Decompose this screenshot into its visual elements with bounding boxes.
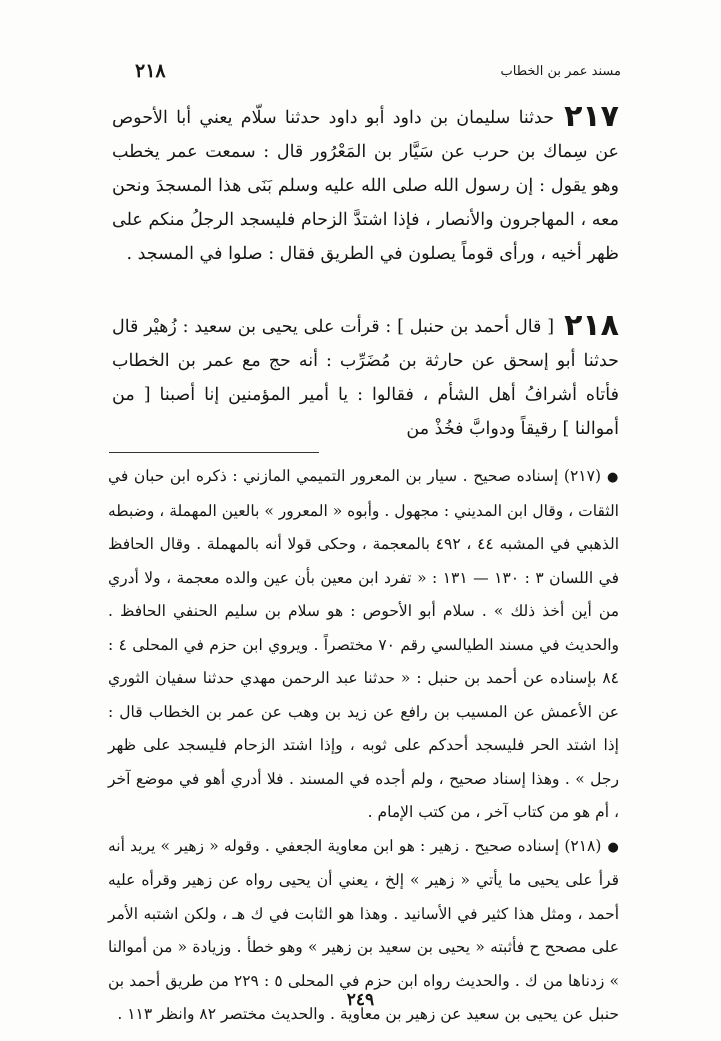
bullet-icon: ●: [607, 470, 620, 485]
page-footer: [0, 990, 721, 1010]
hadith-number: ٢١٧: [564, 99, 619, 134]
hadith-number: ٢١٨: [564, 308, 619, 343]
header-page-number: ٢١٨: [135, 60, 166, 82]
bullet-icon: ●: [607, 839, 619, 855]
footnote-text: (٢١٨) إسناده صحيح . زهير : هو ابن معاوية الجعفي . وقوله « زهير » يريد أنه قرأ على يحيى ما يأتي « زهير » إلخ ، يعني أن يحيى رواه عن زهير وقرأه عليه أحمد ، ومثل هذا كثير في الأسانيد . وهذا هو الثابت في ك هـ ، ولكن اشتبه الأمر على مصحح ح فأثبته « يحيى بن سعيد بن زهير » وهو خطأ . وزيادة « من أموالنا » زدناها من ك . والحديث رواه ابن حزم في المحلى ٥ : ٢٢٩ من طريق أحمد بن حنبل عن يحيى بن سعيد عن زهير بن معاوية . والحديث مختصر ٨٢ وانظر ١١٣ .: [108, 836, 620, 1023]
hadith-paragraph: [112, 100, 619, 271]
running-title: مسند عمر بن الخطاب: [500, 64, 621, 79]
main-text: [112, 100, 619, 446]
footnote-text: (٢١٧) إسناده صحيح . سيار بن المعرور التميمي المازني : ذكره ابن حبان في الثقات ، وقال ابن المديني : مجهول . وأبوه « المعرور » بالعين المهملة ، وضبطه الذهبي في المشبه ٤٤ ، ٤٩٢ بالمعجمة ، وحكى قولا أنه بالمهملة . وقال الحافظ في اللسان ٣ : ١٣٠ — ١٣١ : « تفرد ابن معين بأن عين والده معجمة ، ولا أدري من أين أخذ ذلك » . سلام أبو الأحوص : هو سلام بن سليم الحنفي الحافظ . والحديث في مسند الطيالسي رقم ٧٠ مختصراً . ويروي ابن حزم في المحلى ٤ : ٨٤ بإسناده عن أحمد بن حنبل : « حدثنا عبد الرحمن مهدي حدثنا سفيان الثوري عن الأعمش عن المسيب بن رافع عن زيد بن وهب عن عمر بن الخطاب قال : إذا اشتد الحر فليسجد أحدكم على ثوبه ، وإذا اشتد الزحام فليسجد على ظهر رجل » . وهذا إسناد صحيح ، ولم أجده في المسند . فلا أدري أهو في موضع آخر ، أم هو من كتاب آخر ، من كتب الإمام .: [108, 467, 620, 821]
hadith-218: [112, 309, 619, 446]
hadith-text: [ قال أحمد بن حنبل ] : قرأت على يحيى بن سعيد : زُهيْر قال حدثنا أبو إسحق عن حارثة بن مُضَرِّب : أنه حج مع عمر بن الخطاب فأتاه أشرافُ أهل الشأم ، فقالوا : يا أمير المؤمنين إنا أصبنا [ من أموالنا ] رقيقاً ودوابَّ فخُذْ من: [112, 317, 619, 439]
hadith-paragraph: [112, 309, 619, 446]
page-header: [125, 60, 621, 86]
hadith-217: [112, 100, 619, 271]
footnotes: [108, 460, 619, 1032]
footer-page-number: ٢٤٩: [346, 990, 375, 1010]
hadith-text: حدثنا سليمان بن داود أبو داود حدثنا سلّام يعني أبا الأحوص عن سِماك بن حرب عن سَيَّار بن المَعْرُور قال : سمعت عمر يخطب وهو يقول : إن رسول الله صلى الله عليه وسلم بَنَى هذا المسجدَ ونحن معه ، المهاجرون والأنصار ، فإذا اشتدَّ الزحام فليسجد الرجلُ منكم على ظهر أخيه ، ورأى قوماً يصلون في الطريق فقال : صلوا في المسجد .: [112, 108, 619, 264]
footnote-divider: [109, 452, 319, 453]
footnote-217: [108, 460, 619, 830]
